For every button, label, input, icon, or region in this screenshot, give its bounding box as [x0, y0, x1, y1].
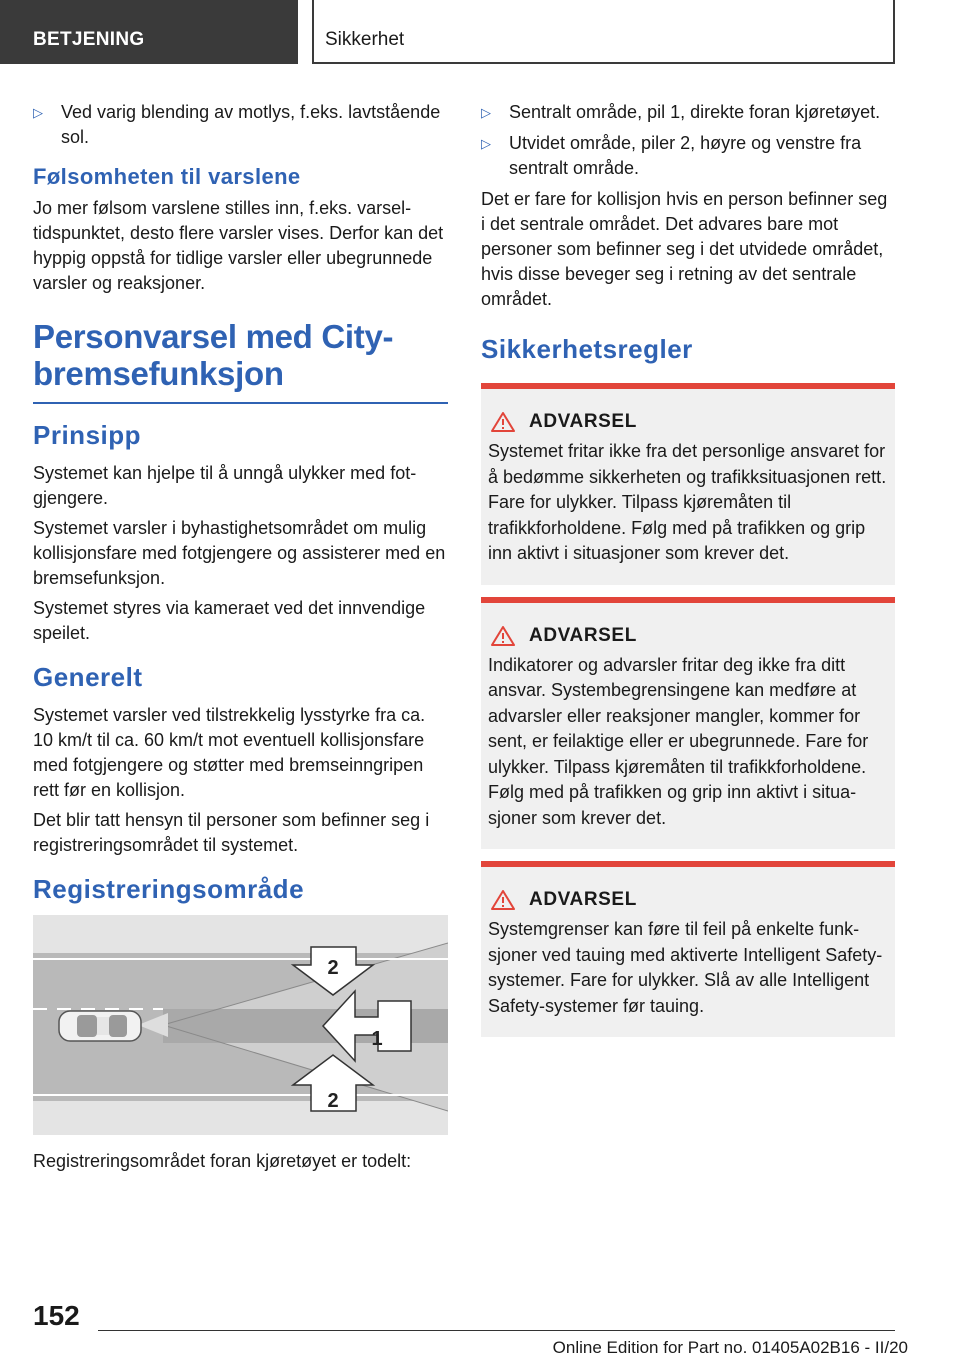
- list-item: [481, 100, 895, 125]
- collision-text: Det er fare for kollisjon hvis en person befinner seg i det sentrale området. Det advares bare mot personer som befinner seg i det utvidede området, hvis disse beveger seg i retning av det sentrale området.: [481, 189, 888, 309]
- principle-paragraph-1: Systemet kan hjelpe til å unngå ulykker med fotgjengere.: [33, 463, 417, 508]
- triangle-right-icon: ▷: [33, 105, 43, 120]
- list-item: [33, 100, 448, 150]
- page-title: Personvarsel med City-bremsefunksjon: [33, 318, 448, 404]
- list-item-text: Utvidet område, piler 2, høyre og venstre fra sentralt område.: [509, 133, 862, 178]
- list-item-text: Ved varig blending av motlys, f.eks. lavtstående sol.: [61, 102, 441, 147]
- warning-title: ADVARSEL: [529, 889, 637, 910]
- warning-text: Systemgrenser kan føre til feil på enkelte funksjoner ved tauing med aktiverte Intelligent Safety-systemer. Fare for ulykker. Slå av alle Intelligent Safety-systemer før tauing.: [488, 919, 883, 1016]
- area-heading: Registreringsområde: [33, 874, 305, 904]
- header-chapter-label: Sikkerhet: [325, 29, 405, 50]
- warning-title: ADVARSEL: [529, 624, 637, 646]
- triangle-right-icon: ▷: [481, 136, 491, 151]
- principle-paragraph-3: Systemet styres via kameraet ved det innvendige speilet.: [33, 598, 426, 643]
- list-item-text: Sentralt område, pil 1, direkte foran kjøretøyet.: [509, 102, 881, 122]
- footer-divider: [98, 1330, 895, 1331]
- detection-area-diagram: [33, 915, 448, 1135]
- figure-caption: Registreringsområdet foran kjøretøyet er todelt:: [33, 1151, 412, 1171]
- warning-triangle-icon: [490, 625, 516, 647]
- general-paragraph-2: Det blir tatt hensyn til personer som befinner seg i registreringsområdet til systemet.: [33, 810, 430, 855]
- right-column: [481, 100, 895, 1049]
- warning-triangle-icon: [490, 889, 516, 911]
- general-paragraph-1: Systemet varsler ved tilstrekkelig lysstyrke fra ca. 10 km/t til ca. 60 km/t mot eventuell kollisjonsfare med fotgjengere og støtter med bremseinngripen rett før en kollisjon.: [33, 705, 426, 800]
- list-item: [481, 131, 895, 181]
- general-heading: Generelt: [33, 662, 143, 692]
- arrow-label-top: 2: [327, 957, 339, 979]
- arrow-label-center: 1: [371, 1028, 383, 1050]
- warning-box: [481, 597, 895, 850]
- header-chapter-tab: [312, 0, 895, 64]
- header-section-label: BETJENING: [33, 29, 145, 50]
- warning-box: [481, 861, 895, 1037]
- safety-heading: Sikkerhetsregler: [481, 334, 693, 364]
- warning-triangle-icon: [490, 411, 516, 433]
- warning-box: [481, 383, 895, 585]
- detection-area-figure: [33, 915, 448, 1135]
- page-number: 152: [33, 1300, 80, 1331]
- principle-paragraph-2: Systemet varsler i byhastighetsområdet om mulig kollisjonsfare med fotgjengere og assisterer med en bremsefunksjon.: [33, 518, 446, 588]
- sensitivity-text: Jo mer følsom varslene stilles inn, f.eks. varseltidspunktet, desto flere varsler vises. Derfor kan det hyppig oppstå for tidlige varsler eller ubegrunnede varsler og reaksjoner.: [33, 198, 444, 293]
- left-column: [33, 100, 448, 1179]
- footer-edition: Online Edition for Part no. 01405A02B16 - II/20: [552, 1338, 908, 1357]
- sensitivity-heading: Følsomheten til varslene: [33, 164, 301, 189]
- car-icon: [59, 1011, 141, 1041]
- warning-text: Systemet fritar ikke fra det personlige ansvaret for å bedømme sikkerheten og trafikksituasjonen rett. Fare for ulykker. Tilpass kjøremåten til trafikkforholdene. Følg med på trafikken og grip inn aktivt i situasjoner som krever det.: [488, 441, 887, 563]
- arrow-label-bottom: 2: [327, 1090, 339, 1112]
- warning-title: ADVARSEL: [529, 411, 637, 432]
- header-section-tab: [0, 0, 298, 64]
- principle-heading: Prinsipp: [33, 420, 142, 450]
- triangle-right-icon: ▷: [481, 105, 491, 120]
- warning-text: Indikatorer og advarsler fritar deg ikke fra ditt ansvar. Systembegrensingene kan medføre at advarsler eller reaksjoner mangler, kommer for sent, er feilaktige eller er ubegrunnede. Fare for ulykker. Tilpass kjøremåten til trafikkforholdene. Følg med på trafikken og grip inn aktivt i situasjoner som krever det.: [488, 654, 869, 828]
